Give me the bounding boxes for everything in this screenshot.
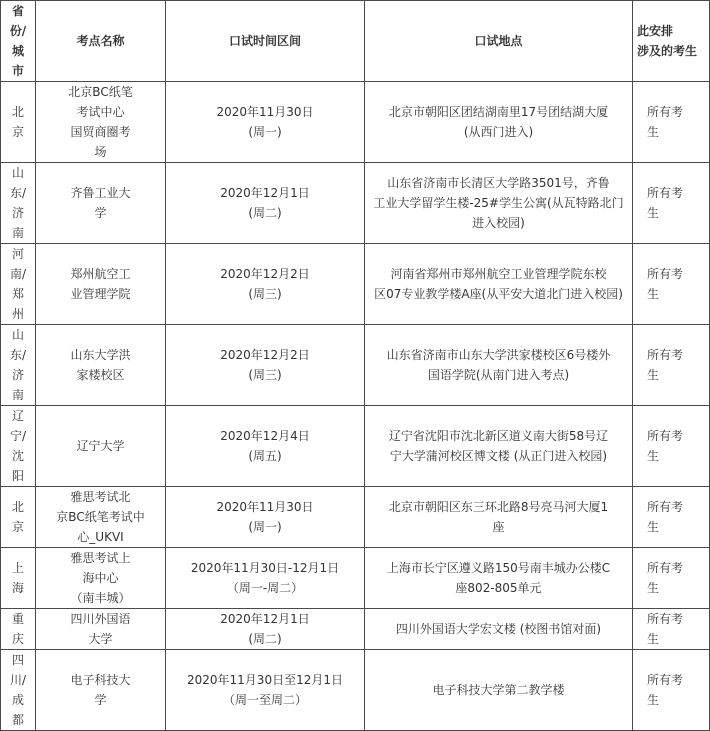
- province-cell: [1, 406, 36, 487]
- site-name-cell: [36, 650, 166, 731]
- province-cell: [1, 650, 36, 731]
- cell-line: 海中心: [82, 571, 119, 585]
- address-cell: [365, 244, 633, 325]
- cell-line: 国语学院(从南门进入考点): [427, 368, 570, 382]
- address-cell: [365, 325, 633, 406]
- scope-cell: [633, 325, 710, 406]
- cell-line: （周一至周二）: [222, 693, 307, 707]
- cell-line: 生: [647, 449, 660, 463]
- cell-line: 国贸商圈考: [70, 125, 131, 139]
- cell-line: 山东省济南市长清区大学路3501号，齐鲁: [387, 176, 610, 190]
- cell-line: 海: [11, 581, 24, 595]
- cell-line: 生: [647, 581, 660, 595]
- site-name-cell: [36, 244, 166, 325]
- cell-line: 上: [11, 561, 24, 575]
- scope-cell: [633, 609, 710, 650]
- cell-line: 所有考: [647, 500, 684, 514]
- cell-line: 南/: [9, 267, 27, 281]
- time-range-cell: [166, 487, 365, 548]
- cell-line: 四川外国语: [70, 612, 131, 626]
- cell-line: 所有考: [647, 267, 684, 281]
- site-name-cell: [36, 163, 166, 244]
- cell-line: 2020年12月4日: [220, 429, 310, 443]
- cell-line: 生: [647, 693, 660, 707]
- cell-line: 山: [11, 166, 24, 180]
- cell-line: 京: [11, 125, 24, 139]
- cell-line: 生: [647, 206, 660, 220]
- header-address: 口试地点: [365, 1, 633, 82]
- province-cell: [1, 163, 36, 244]
- cell-line: 座: [492, 520, 505, 534]
- header-time-range: 口试时间区间: [166, 1, 365, 82]
- header-site-name: 考点名称: [36, 1, 166, 82]
- time-range-cell: [166, 548, 365, 609]
- cell-line: 北京市朝阳区团结湖南里17号团结湖大厦: [388, 105, 609, 119]
- cell-line: 进入校园): [472, 216, 525, 230]
- cell-line: 四川外国语大学宏文楼 (校图书馆对面): [395, 622, 602, 636]
- table-row: [1, 244, 710, 325]
- cell-line: 京: [11, 520, 24, 534]
- scope-cell: [633, 244, 710, 325]
- cell-line: 南: [11, 388, 24, 402]
- table-row: [1, 487, 710, 548]
- cell-line: 2020年11月30日-12月1日: [190, 561, 340, 575]
- scope-cell: [633, 487, 710, 548]
- cell-line: 郑州航空工: [70, 267, 131, 281]
- header-province-city: [1, 1, 36, 82]
- cell-line: (周三): [248, 287, 282, 301]
- cell-line: (周一): [248, 125, 282, 139]
- cell-line: 辽宁大学: [76, 439, 125, 453]
- cell-line: 生: [647, 632, 660, 646]
- time-range-cell: [166, 325, 365, 406]
- province-cell: [1, 609, 36, 650]
- cell-line: 2020年12月2日: [220, 267, 310, 281]
- cell-line: 2020年12月2日: [220, 348, 310, 362]
- cell-line: 所有考: [647, 612, 684, 626]
- cell-line: 2020年12月1日: [220, 186, 310, 200]
- cell-line: 所有考: [647, 561, 684, 575]
- scope-cell: [633, 548, 710, 609]
- header-scope: [633, 1, 710, 82]
- address-cell: [365, 406, 633, 487]
- cell-line: 辽宁省沈阳市沈北新区道义南大街58号辽: [388, 429, 609, 443]
- cell-line: 市: [11, 64, 24, 78]
- cell-line: 山东省济南市山东大学洪家楼校区6号楼外: [386, 348, 611, 362]
- site-name-cell: [36, 609, 166, 650]
- cell-line: (从西门进入): [463, 125, 534, 139]
- province-cell: [1, 487, 36, 548]
- time-range-cell: [166, 406, 365, 487]
- cell-line: 所有考: [647, 186, 684, 200]
- cell-line: 场: [94, 145, 107, 159]
- cell-line: 生: [647, 287, 660, 301]
- cell-line: 份/: [9, 24, 27, 38]
- cell-line: 州: [11, 307, 24, 321]
- cell-line: 上海市长宁区遵义路150号南丰城办公楼C: [386, 561, 611, 575]
- cell-line: 北京BC纸笔: [68, 85, 133, 99]
- site-name-cell: [36, 82, 166, 163]
- cell-line: 学: [94, 693, 107, 707]
- address-cell: [365, 163, 633, 244]
- cell-line: 北: [11, 500, 24, 514]
- cell-line: (周二): [248, 632, 282, 646]
- province-cell: [1, 325, 36, 406]
- cell-line: 郑: [11, 287, 24, 301]
- cell-line: 生: [647, 125, 660, 139]
- cell-line: 重: [11, 612, 24, 626]
- province-cell: [1, 244, 36, 325]
- cell-line: 河: [11, 247, 24, 261]
- time-range-cell: [166, 609, 365, 650]
- cell-line: 辽: [11, 409, 24, 423]
- cell-line: 山: [11, 328, 24, 342]
- site-name-cell: [36, 406, 166, 487]
- cell-line: 大学: [88, 632, 113, 646]
- cell-line: 工业大学留学生楼-25#学生公寓(从瓦特路北门: [373, 196, 624, 210]
- cell-line: 涉及的考生: [637, 44, 698, 58]
- cell-line: (周二): [248, 206, 282, 220]
- time-range-cell: [166, 244, 365, 325]
- time-range-cell: [166, 163, 365, 244]
- cell-line: 都: [11, 713, 24, 727]
- province-cell: [1, 548, 36, 609]
- cell-line: 宁大学蒲河校区博文楼 (从正门进入校园): [389, 449, 608, 463]
- cell-line: 考试中心: [76, 105, 125, 119]
- cell-line: 川/: [9, 673, 27, 687]
- cell-line: 河南省郑州市郑州航空工业管理学院东校: [390, 267, 607, 281]
- cell-line: (周五): [248, 449, 282, 463]
- table-row: [1, 82, 710, 163]
- address-cell: [365, 609, 633, 650]
- cell-line: (周一): [248, 520, 282, 534]
- cell-line: 四: [11, 653, 24, 667]
- cell-line: （周一-周二）: [226, 581, 304, 595]
- cell-line: 所有考: [647, 673, 684, 687]
- cell-line: 2020年11月30日: [216, 500, 314, 514]
- header-row: [1, 1, 710, 82]
- cell-line: （南丰城）: [70, 591, 131, 605]
- cell-line: 生: [647, 520, 660, 534]
- address-cell: [365, 82, 633, 163]
- cell-line: 电子科技大: [70, 673, 131, 687]
- cell-line: 座802-805单元: [455, 581, 542, 595]
- site-name-cell: [36, 325, 166, 406]
- cell-line: 所有考: [647, 105, 684, 119]
- time-range-cell: [166, 650, 365, 731]
- address-cell: [365, 487, 633, 548]
- site-name-cell: [36, 487, 166, 548]
- cell-line: 北: [11, 105, 24, 119]
- scope-cell: [633, 82, 710, 163]
- table-row: [1, 163, 710, 244]
- address-cell: [365, 650, 633, 731]
- cell-line: 济: [11, 368, 24, 382]
- cell-line: 沈: [11, 449, 24, 463]
- site-name-cell: [36, 548, 166, 609]
- cell-line: 区07专业教学楼A座(从平安大道北门进入校园): [374, 287, 623, 301]
- table-row: [1, 325, 710, 406]
- table-row: [1, 548, 710, 609]
- cell-line: 雅思考试上: [70, 551, 131, 565]
- scope-cell: [633, 650, 710, 731]
- cell-line: 学: [94, 206, 107, 220]
- cell-line: 家楼校区: [76, 368, 125, 382]
- cell-line: 北京市朝阳区东三环北路8号亮马河大厦1: [388, 500, 609, 514]
- cell-line: 生: [647, 368, 660, 382]
- cell-line: 2020年12月1日: [220, 612, 310, 626]
- scope-cell: [633, 163, 710, 244]
- cell-line: 东/: [9, 348, 27, 362]
- cell-line: (周三): [248, 368, 282, 382]
- cell-line: 京BC纸笔考试中: [56, 510, 145, 524]
- scope-cell: [633, 406, 710, 487]
- province-cell: [1, 82, 36, 163]
- cell-line: 阳: [11, 469, 24, 483]
- cell-line: 济: [11, 206, 24, 220]
- cell-line: 省: [11, 4, 24, 18]
- cell-line: 山东大学洪: [70, 348, 131, 362]
- cell-line: 雅思考试北: [70, 490, 131, 504]
- cell-line: 所有考: [647, 429, 684, 443]
- table-row: [1, 609, 710, 650]
- cell-line: 成: [11, 693, 24, 707]
- cell-line: 2020年11月30日至12月1日: [187, 673, 343, 687]
- cell-line: 南: [11, 226, 24, 240]
- table-row: [1, 650, 710, 731]
- cell-line: 电子科技大学第二教学楼: [432, 683, 565, 697]
- cell-line: 城: [11, 44, 24, 58]
- cell-line: 齐鲁工业大: [70, 186, 131, 200]
- cell-line: 宁/: [9, 429, 27, 443]
- time-range-cell: [166, 82, 365, 163]
- cell-line: 此安排: [637, 24, 674, 38]
- cell-line: 2020年11月30日: [216, 105, 314, 119]
- cell-line: 心_UKVI: [77, 530, 124, 544]
- cell-line: 东/: [9, 186, 27, 200]
- cell-line: 庆: [11, 632, 24, 646]
- table-row: [1, 406, 710, 487]
- cell-line: 所有考: [647, 348, 684, 362]
- address-cell: [365, 548, 633, 609]
- cell-line: 业管理学院: [70, 287, 131, 301]
